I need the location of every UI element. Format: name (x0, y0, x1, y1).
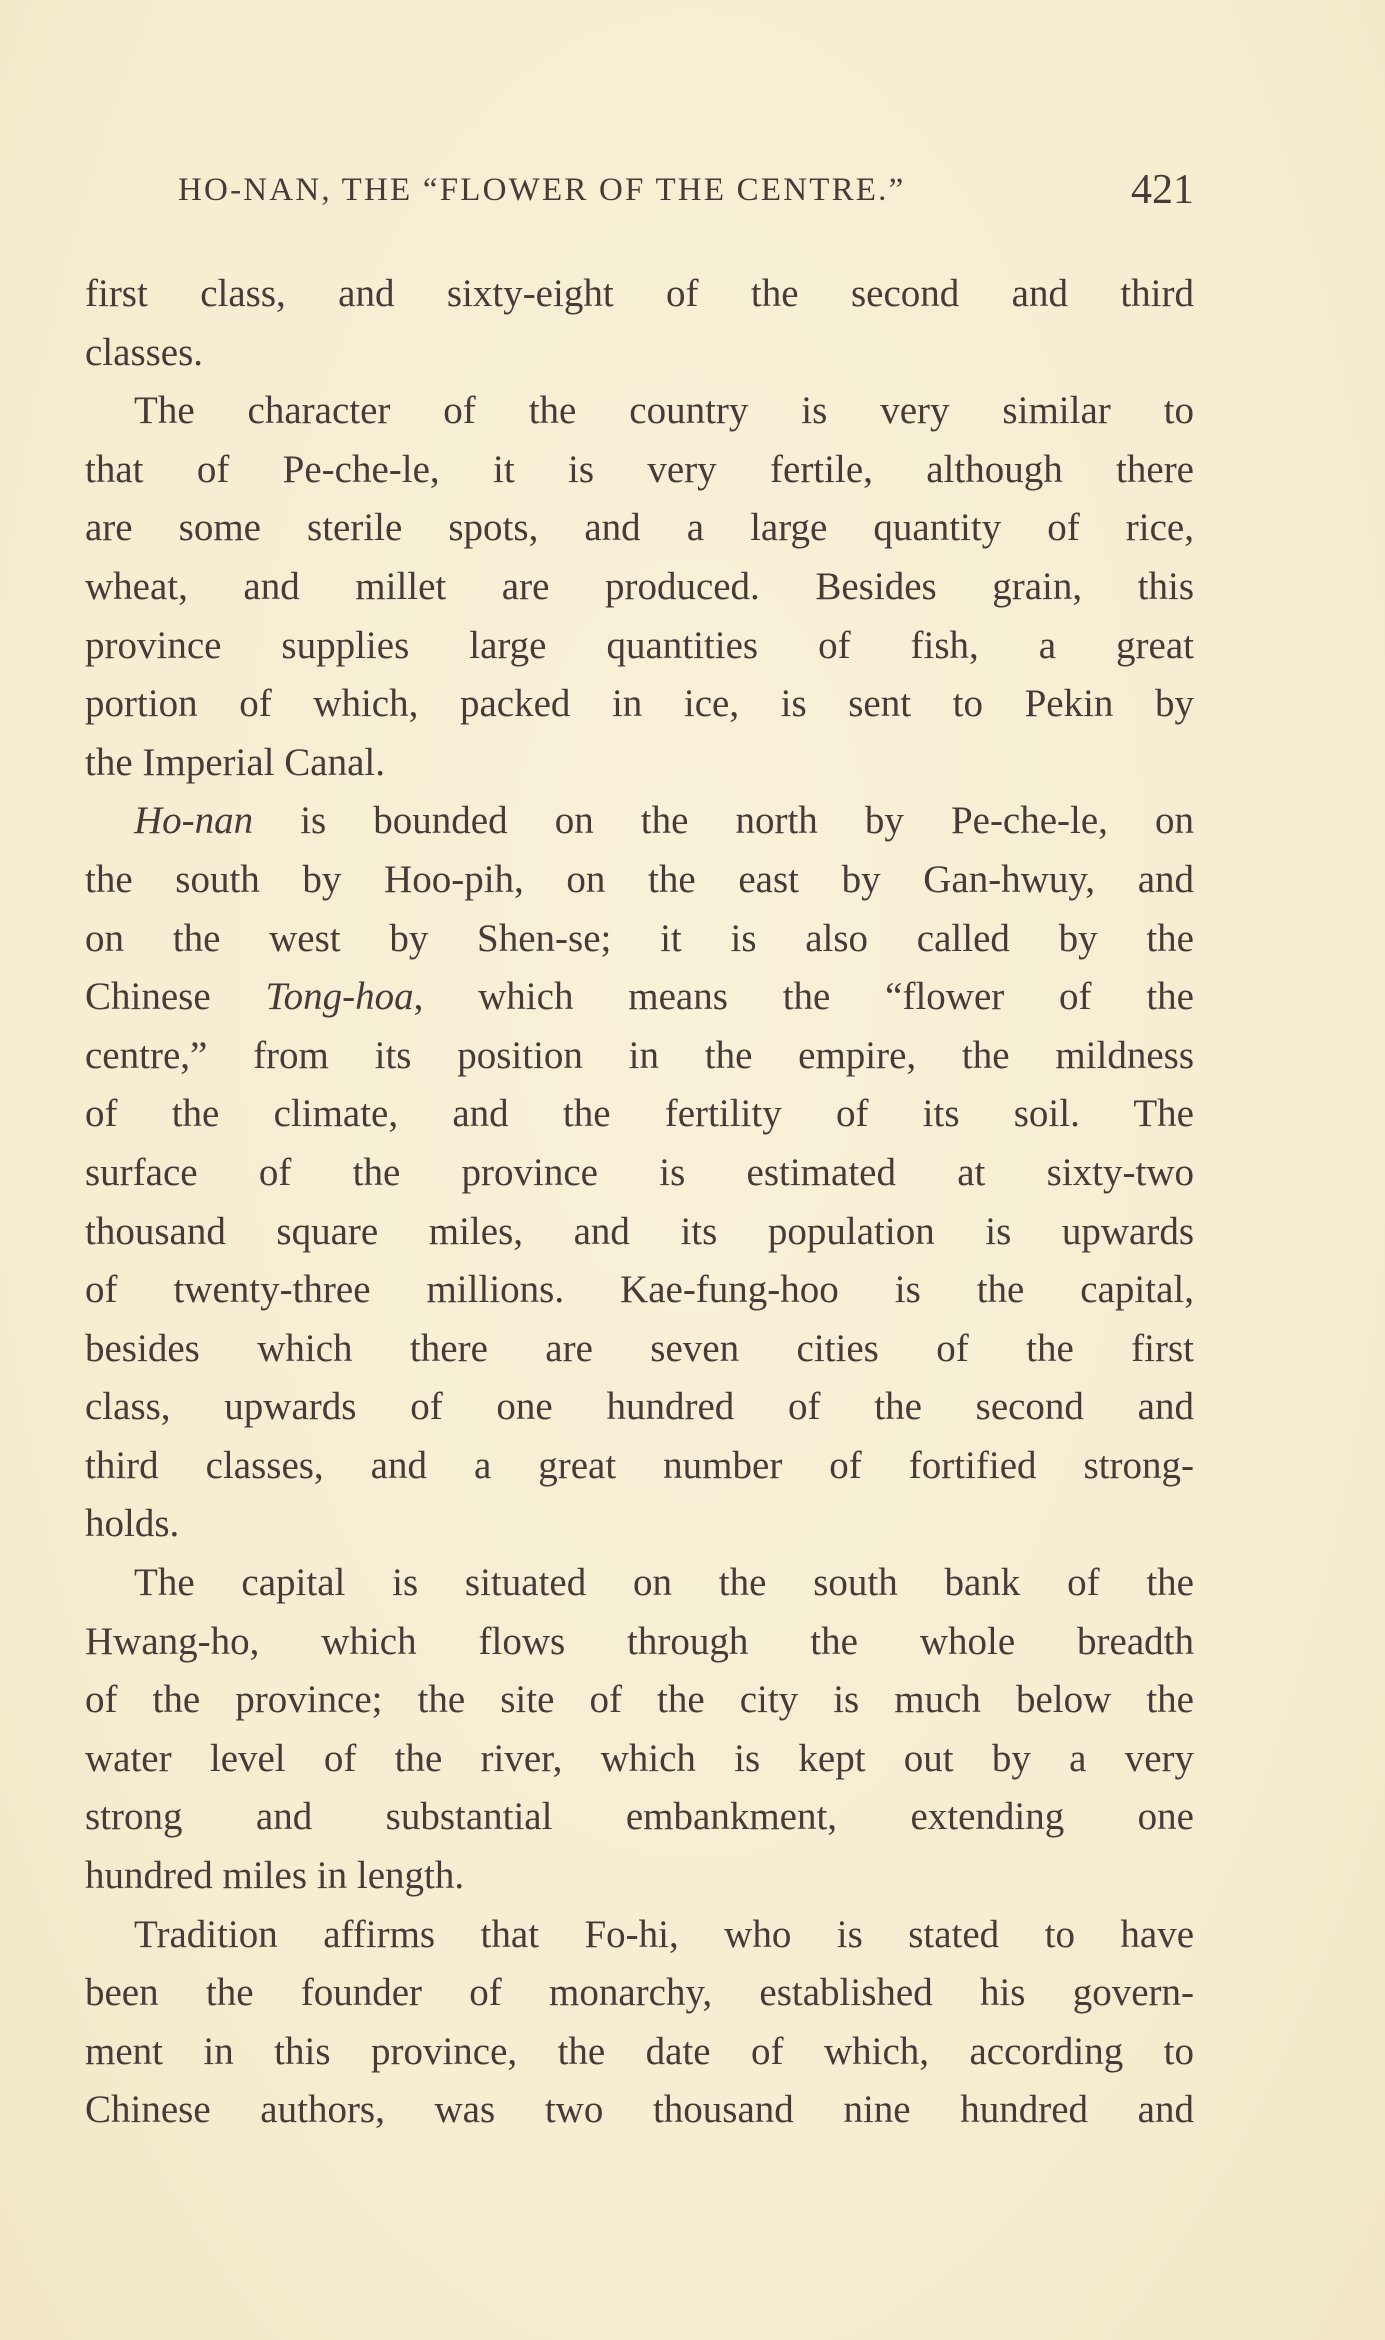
text-span: wheat, and millet are produced. Besides grain, this (85, 564, 1194, 608)
text-span: class, upwards of one hundred of the second and (85, 1385, 1194, 1429)
text-line (85, 441, 1194, 500)
text-line (85, 1495, 1194, 1554)
text-span: hundred miles in length. (85, 1854, 465, 1898)
text-line (85, 1964, 1194, 2023)
text-line (85, 617, 1194, 676)
text-span: the Imperial Canal. (85, 740, 385, 784)
text-line (85, 2023, 1194, 2082)
text-span: province supplies large quantities of fish, a great (85, 623, 1194, 667)
text-line (85, 382, 1194, 441)
text-line (85, 1144, 1194, 1203)
text-line (85, 910, 1194, 969)
text-line (85, 675, 1194, 734)
text-line (85, 265, 1194, 324)
text-span: thousand square miles, and its population is upwards (85, 1209, 1194, 1253)
text-span: The capital is situated on the south bank of the (134, 1561, 1194, 1605)
text-span: besides which there are seven cities of the first (85, 1326, 1194, 1370)
text-line (85, 1671, 1194, 1730)
text-span: portion of which, packed in ice, is sent to Pekin by (85, 682, 1194, 726)
text-span: is bounded on the north by Pe-che-le, on (253, 799, 1194, 843)
text-line (85, 1906, 1194, 1965)
text-span: strong and substantial embankment, extending one (85, 1795, 1194, 1839)
italic-text: Tong-hoa (265, 975, 414, 1019)
text-line (85, 734, 1194, 793)
text-line (85, 1261, 1194, 1320)
text-span: Tradition affirms that Fo-hi, who is stated to have (134, 1912, 1194, 1956)
text-line (85, 1085, 1194, 1144)
text-line (85, 968, 1194, 1027)
text-line (85, 2081, 1194, 2140)
text-line (85, 1788, 1194, 1847)
text-line (85, 1320, 1194, 1379)
text-span: The character of the country is very similar to (134, 389, 1194, 433)
text-span: water level of the river, which is kept out by a very (85, 1736, 1194, 1780)
text-span: ment in this province, the date of which, according to (85, 2029, 1194, 2073)
text-line (85, 499, 1194, 558)
body-text (85, 265, 1194, 2140)
italic-text: Ho-nan (134, 799, 254, 843)
text-line (85, 792, 1194, 851)
text-span: of twenty-three millions. Kae-fung-hoo is the capital, (85, 1268, 1194, 1312)
text-line (85, 1378, 1194, 1437)
text-span: of the province; the site of the city is much below the (85, 1678, 1194, 1722)
text-span: , which means the “flower of the (413, 975, 1194, 1019)
text-span: the south by Hoo-pih, on the east by Gan-hwuy, and (85, 857, 1194, 901)
text-span: centre,” from its position in the empire, the mildness (85, 1033, 1194, 1077)
text-line (85, 558, 1194, 617)
text-span: are some sterile spots, and a large quantity of rice, (85, 506, 1194, 550)
text-span: been the founder of monarchy, established his govern- (85, 1971, 1194, 2015)
text-span: that of Pe-che-le, it is very fertile, although there (85, 447, 1194, 491)
text-span: Chinese authors, was two thousand nine hundred and (85, 2088, 1194, 2132)
text-span: of the climate, and the fertility of its soil. The (85, 1092, 1194, 1136)
text-line (85, 1203, 1194, 1262)
text-line (85, 851, 1194, 910)
text-span: holds. (85, 1502, 180, 1546)
text-span: classes. (85, 330, 204, 374)
text-span: first class, and sixty-eight of the second and third (85, 272, 1194, 315)
text-span: surface of the province is estimated at sixty-two (85, 1150, 1194, 1194)
page-header (178, 168, 1194, 218)
text-span: on the west by Shen-se; it is also called by the (85, 916, 1194, 960)
text-line (85, 1027, 1194, 1086)
running-head: HO-NAN, THE “FLOWER OF THE CENTRE.” (178, 172, 906, 208)
text-line (85, 1613, 1194, 1672)
text-span: third classes, and a great number of fortified strong- (85, 1443, 1194, 1487)
page-number: 421 (1131, 167, 1194, 213)
text-span: Hwang-ho, which flows through the whole breadth (85, 1619, 1194, 1663)
text-line (85, 1730, 1194, 1789)
text-line (85, 324, 1194, 383)
text-line (85, 1554, 1194, 1613)
text-line (85, 1847, 1194, 1906)
text-line (85, 1437, 1194, 1496)
text-span: Chinese (85, 975, 266, 1019)
